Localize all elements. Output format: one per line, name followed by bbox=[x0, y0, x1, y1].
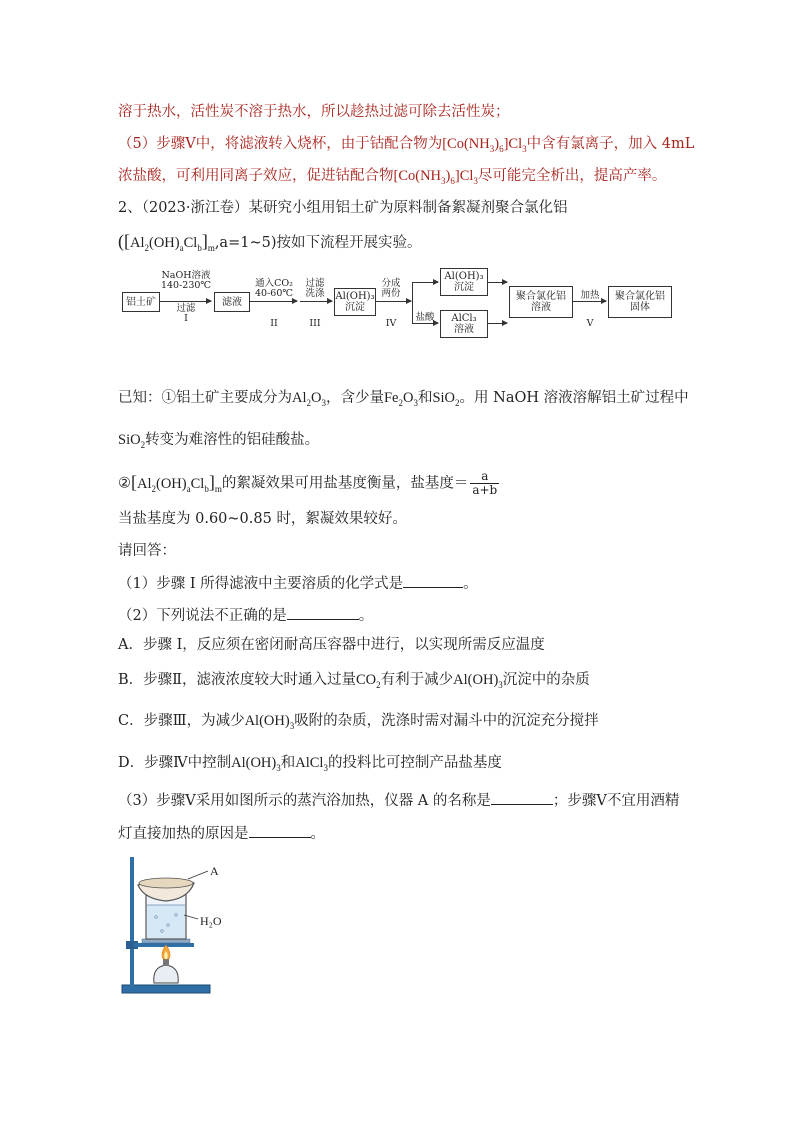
flow-label-step5-bottom: V bbox=[586, 318, 594, 329]
flow-box-ore: 铝土矿 bbox=[122, 292, 160, 312]
flow-label-step4-bottom: IV bbox=[385, 318, 397, 329]
flow-box-upper: Al(OH)₃ 沉淀 bbox=[440, 268, 488, 296]
alcohol-lamp bbox=[154, 965, 179, 983]
flow-arrow-2 bbox=[249, 301, 297, 302]
question-2-heading: 2、（2023·浙江卷）某研究小组用铝土矿为原料制备絮凝剂聚合氯化铝 bbox=[118, 200, 568, 216]
known-1-line-1: 已知：①铝土矿主要成分为$Al_2O_3$，含少量$Fe_2O_3$和SiO$_2$。用 NaOH 溶液溶解铝土矿过程中 bbox=[118, 390, 689, 408]
flow-arrow-upper-out bbox=[487, 282, 507, 283]
flow-label-step1-top: NaOH溶液 140-230℃ bbox=[160, 270, 212, 291]
water bbox=[147, 905, 185, 938]
flow-label-step4-top: 分成 两份 bbox=[381, 278, 401, 299]
question-2: （2）下列说法不正确的是 。 bbox=[118, 605, 373, 626]
known-2: $②[Al_2(OH)_aCl_b]_m$的絮凝效果可用盐基度衡量，盐基度＝ $\frac{a}{a+b}$ bbox=[118, 469, 498, 497]
stand-rod bbox=[130, 857, 134, 987]
label-line-a bbox=[188, 871, 208, 879]
flow-label-step2-top: 通入CO₂ 40-60℃ bbox=[254, 278, 293, 299]
question-1: （1）步骤 I 所得滤液中主要溶质的化学式是 。 bbox=[118, 573, 478, 594]
answer-blank-3b[interactable] bbox=[249, 823, 311, 838]
option-b: B．步骤Ⅱ，滤液浓度较大时通入过量$CO_2$有利于减少$Al(OH)_3$沉淀中的杂质 bbox=[118, 672, 590, 690]
flow-label-step1-bottom: 过滤 I bbox=[176, 303, 196, 324]
label-a: A bbox=[210, 864, 219, 878]
stand-base bbox=[122, 985, 210, 993]
prev-line-3: 浓盐酸，可利用同离子效应，促进钴配合物$[Co(NH_3)_6]Cl_3$尽可能完全析出，提高产率。 bbox=[118, 168, 667, 186]
flow-box-filtrate: 滤液 bbox=[214, 292, 250, 312]
steam-bath-apparatus-figure bbox=[118, 855, 238, 1000]
flow-label-step3-bottom: III bbox=[309, 318, 321, 329]
iron-ring bbox=[134, 943, 194, 947]
flow-arrow-lower bbox=[412, 323, 438, 324]
option-a: A．步骤 I，反应须在密闭耐高压容器中进行，以实现所需反应温度 bbox=[118, 637, 545, 653]
prev-line-1: 溶于热水，活性炭不溶于热水，所以趁热过滤可除去活性炭； bbox=[118, 104, 510, 120]
flow-arrow-5 bbox=[572, 301, 606, 302]
flow-box-aloh3-precipitate: Al(OH)₃ 沉淀 bbox=[334, 288, 376, 316]
flow-label-step2-bottom: II bbox=[270, 318, 278, 329]
flow-arrow-1 bbox=[159, 301, 211, 302]
flow-arrow-upper bbox=[412, 282, 438, 283]
question-3-line-1: （3）步骤Ⅴ采用如图所示的蒸汽浴加热，仪器 A 的名称是 ；步骤Ⅴ不宜用酒精 bbox=[118, 790, 679, 811]
option-d: D．步骤Ⅳ中控制$Al(OH)_3$和AlCl$_3$的投料比可控制产品盐基度 bbox=[118, 755, 502, 773]
flow-label-hcl: 盐酸 bbox=[415, 312, 435, 323]
basicity-fraction: $\frac{a}{a+b}$ bbox=[472, 469, 498, 497]
flow-arrow-4 bbox=[375, 301, 411, 302]
known-2-condition: 当盐基度为 0.60~0.85 时，絮凝效果较好。 bbox=[118, 511, 407, 527]
known-1-line-2: SiO$_2$转变为难溶性的铝硅酸盐。 bbox=[118, 432, 320, 450]
label-h2o: H₂O bbox=[200, 914, 222, 928]
flow-label-step3-top: 过滤 洗涤 bbox=[305, 278, 325, 299]
flow-arrow-lower-out bbox=[487, 323, 507, 324]
flow-box-lower: AlCl₃ 溶液 bbox=[440, 310, 488, 338]
lamp-wick bbox=[163, 959, 169, 966]
flow-box-poly-solid: 聚合氯化铝 固体 bbox=[608, 286, 672, 318]
answer-blank-2[interactable] bbox=[287, 605, 359, 620]
process-flow-diagram bbox=[118, 268, 678, 348]
option-c: C．步骤Ⅲ，为减少$Al(OH)_3$吸附的杂质，洗涤时需对漏斗中的沉淀充分搅拌 bbox=[118, 713, 599, 731]
answer-blank-1[interactable] bbox=[403, 573, 463, 588]
prev-line-2: （5）步骤Ⅴ中，将滤液转入烧杯，由于钴配合物为$[Co(NH_3)_6]Cl_3$中含有氯离子，加入 4mL bbox=[118, 136, 695, 154]
question-3-line-2: 灯直接加热的原因是 。 bbox=[118, 823, 325, 844]
flow-arrow-3 bbox=[300, 301, 332, 302]
answer-blank-3a[interactable] bbox=[491, 790, 553, 805]
answer-prompt: 请回答： bbox=[118, 543, 176, 559]
flow-label-heat: 加热 bbox=[580, 290, 600, 301]
flow-box-poly-solution: 聚合氯化铝 溶液 bbox=[509, 286, 573, 318]
question-2-formula: $([Al_2(OH)_aCl_b]_m,a=1\sim 5)$按如下流程开展实验。 bbox=[118, 231, 422, 253]
